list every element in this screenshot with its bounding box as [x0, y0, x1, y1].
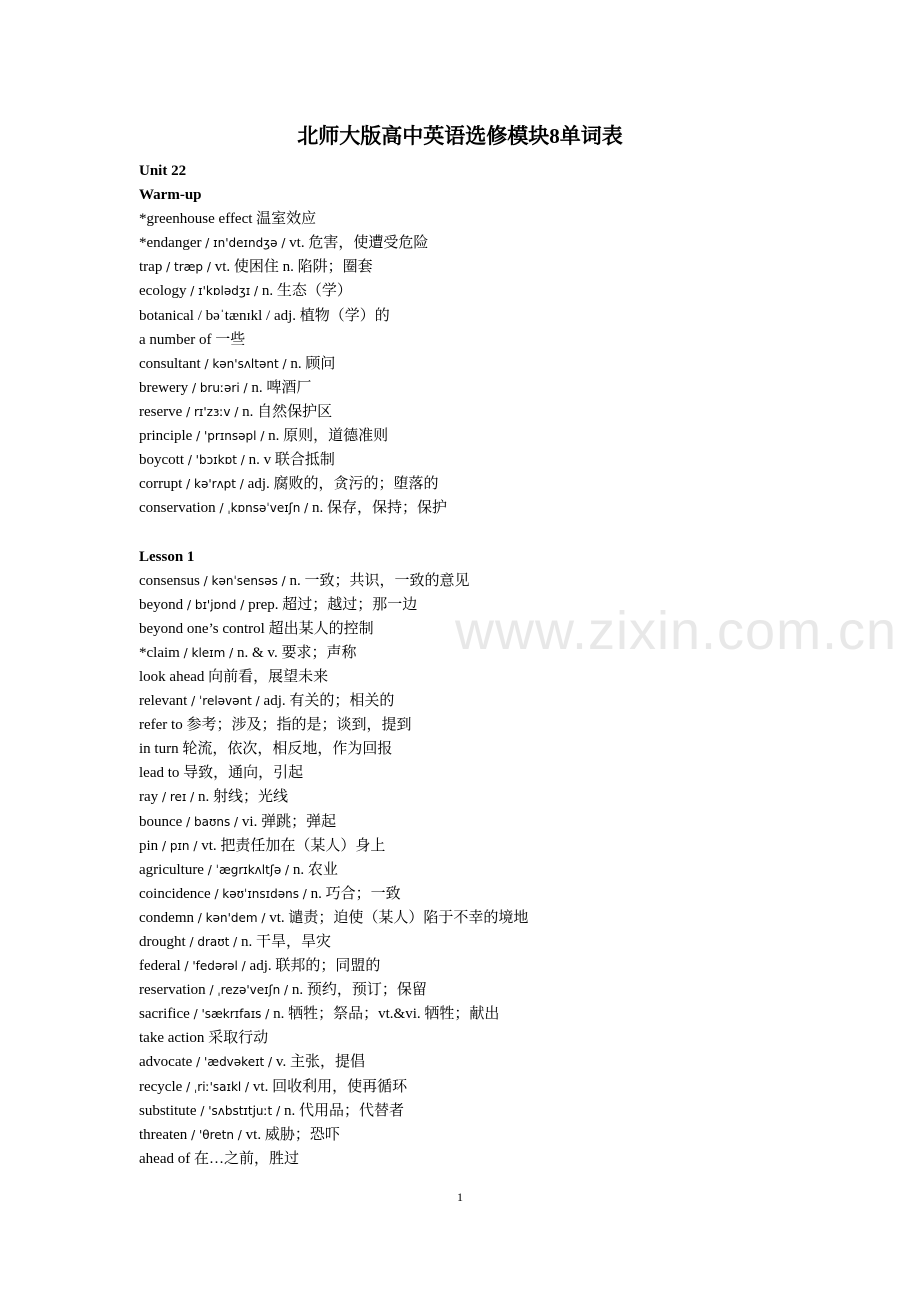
entry-word: brewery	[139, 379, 189, 396]
entry-word: threaten	[139, 1126, 188, 1143]
page-number: 1	[457, 1190, 463, 1204]
entry-definition: n. 代用品；代替者	[283, 1102, 404, 1119]
vocab-entry	[139, 1026, 859, 1050]
entry-definition: 采取行动	[204, 1030, 269, 1047]
entry-phonetic: / baʊns /	[182, 814, 242, 829]
entry-word: pin	[139, 837, 159, 854]
entry-word: drought	[139, 934, 186, 950]
vocab-entry	[139, 858, 859, 882]
entry-phonetic: / ˈreləvənt /	[187, 694, 264, 709]
entry-definition: n. 保存，保持；保护	[311, 500, 447, 517]
entry-phonetic: / 'prɪnsəpl /	[192, 429, 269, 444]
document-title: 北师大版高中英语选修模块8单词表	[297, 124, 623, 148]
vocab-entry	[139, 1050, 859, 1074]
vocabulary-list	[139, 159, 859, 1171]
vocab-entry	[139, 978, 859, 1002]
entry-word: in turn	[139, 741, 179, 758]
entry-phonetic: / 'sækrɪfaɪs /	[189, 1007, 274, 1022]
entry-phonetic: / kən'sʌltənt /	[200, 356, 291, 371]
entry-definition: prep. 超过；越过；那一边	[248, 596, 418, 613]
vocab-entry	[139, 352, 859, 376]
entry-word: a number of	[139, 331, 212, 348]
entry-definition: n. 射线；光线	[198, 789, 289, 806]
entry-definition: vt. 威胁；恐吓	[245, 1126, 340, 1143]
entry-word: corrupt	[139, 476, 183, 493]
entry-definition: 温室效应	[252, 211, 317, 228]
entry-word: boycott	[139, 452, 184, 469]
entry-word: bounce	[139, 813, 183, 830]
entry-definition: vt. 使困住 n. 陷阱；圈套	[214, 259, 373, 276]
entry-definition: adj. 腐败的，贪污的；堕落的	[247, 476, 439, 493]
watermark: www.zixin.com.cn	[455, 601, 898, 661]
entry-definition: n. 顾问	[290, 355, 336, 372]
entry-definition: n. 自然保护区	[242, 403, 333, 420]
entry-word: recycle	[139, 1078, 183, 1095]
entry-phonetic: / reɪ /	[158, 790, 199, 805]
vocab-entry	[139, 810, 859, 834]
entry-word: ray	[139, 789, 159, 806]
entry-word: consensus	[139, 572, 200, 589]
entry-phonetic: / kleɪm /	[179, 645, 237, 660]
entry-word: principle	[139, 428, 193, 445]
entry-definition: n. 巧合；一致	[310, 885, 401, 902]
entry-phonetic: / kənˈsensəs /	[199, 573, 290, 588]
entry-word: beyond	[139, 596, 184, 613]
entry-word: refer to	[139, 717, 183, 734]
vocab-entry	[139, 376, 859, 400]
vocab-entry	[139, 713, 859, 737]
entry-phonetic: / rɪ'zɜːv /	[182, 404, 243, 419]
entry-phonetic: / ˌkɒnsəˈveɪʃn /	[215, 501, 312, 516]
vocab-entry	[139, 304, 859, 328]
vocab-entry	[139, 569, 859, 593]
vocab-entry	[139, 665, 859, 689]
entry-definition: vt. 危害，使遭受危险	[289, 235, 429, 252]
vocab-entry	[139, 930, 859, 954]
vocab-entry	[139, 400, 859, 424]
entry-word: lead to	[139, 765, 180, 782]
entry-word: coincidence	[139, 885, 211, 902]
entry-phonetic: / bruːəri /	[188, 380, 252, 395]
entry-definition: n. 生态（学）	[261, 283, 352, 300]
entry-word: consultant	[139, 355, 201, 372]
entry-definition: n. & v. 要求；声称	[237, 644, 357, 661]
entry-phonetic: / ˌriː'saɪkl /	[182, 1079, 253, 1094]
entry-phonetic: / draʊt /	[185, 935, 242, 949]
entry-definition: 向前看，展望未来	[204, 668, 329, 685]
vocab-entry	[139, 617, 859, 641]
section-heading: Unit 22	[139, 163, 187, 179]
vocab-entry	[139, 279, 859, 303]
vocab-entry	[139, 1123, 859, 1147]
entry-definition: adj. 植物（学）的	[273, 307, 390, 324]
entry-word: take action	[139, 1030, 205, 1047]
vocab-entry	[139, 689, 859, 713]
entry-definition: 一些	[211, 331, 246, 348]
entry-word: look ahead	[139, 668, 205, 685]
vocab-entry	[139, 737, 859, 761]
entry-definition: adj. 有关的；相关的	[263, 693, 395, 710]
entry-definition: vt. 把责任加在（某人）身上	[201, 837, 386, 854]
entry-phonetic: / 'fedərəl /	[180, 959, 250, 974]
vocab-entry	[139, 593, 859, 617]
entry-phonetic: / træp /	[162, 260, 215, 275]
entry-phonetic: / ˌrezə'veɪʃn /	[205, 983, 292, 998]
vocab-entry	[139, 448, 859, 472]
entry-word: trap	[139, 259, 163, 276]
blank-line	[139, 520, 859, 544]
entry-phonetic: / ˈægrɪkʌltʃə /	[203, 862, 293, 877]
vocab-entry	[139, 231, 859, 255]
entry-word: federal	[139, 958, 181, 975]
entry-phonetic: / kən'dem /	[193, 910, 270, 925]
entry-definition: n. 一致；共识，一致的意见	[289, 572, 470, 589]
entry-word: beyond one’s control	[139, 620, 265, 637]
entry-definition: vt. 谴责；迫使（某人）陷于不幸的境地	[269, 909, 529, 926]
entry-word: relevant	[139, 693, 188, 710]
entry-definition: 在…之前，胜过	[190, 1150, 299, 1167]
entry-word: *claim	[139, 644, 180, 661]
entry-definition: 导致，通向，引起	[179, 765, 304, 782]
entry-phonetic: / kə'rʌpt /	[182, 477, 248, 492]
entry-definition: 超出某人的控制	[264, 620, 374, 637]
vocab-entry	[139, 641, 859, 665]
entry-phonetic: / 'θretn /	[187, 1127, 246, 1142]
vocab-entry	[139, 834, 859, 858]
entry-phonetic: / 'ædvəkeɪt /	[192, 1055, 276, 1070]
entry-word: reservation	[139, 982, 206, 999]
entry-definition: adj. 联邦的；同盟的	[249, 958, 381, 975]
vocab-entry	[139, 1075, 859, 1099]
entry-word: sacrifice	[139, 1006, 190, 1023]
entry-phonetic: / pɪn /	[158, 838, 202, 853]
vocab-entry	[139, 328, 859, 352]
vocab-entry	[139, 1099, 859, 1123]
entry-word: agriculture	[139, 861, 204, 878]
entry-definition: n. 预约，预订；保留	[291, 982, 427, 999]
entry-word: *endanger	[139, 235, 202, 252]
entry-word: conservation	[139, 500, 216, 517]
entry-word: ecology	[139, 283, 187, 300]
entry-word: advocate	[139, 1054, 193, 1071]
entry-definition: n. v 联合抵制	[248, 452, 335, 469]
vocab-entry	[139, 906, 859, 930]
entry-word: botanical / bəˈtænɪkl /	[139, 307, 274, 324]
vocab-entry	[139, 1147, 859, 1171]
vocab-entry	[139, 882, 859, 906]
vocab-entry	[139, 761, 859, 785]
entry-phonetic: / ɪ'kɒlədʒɪ /	[186, 284, 262, 299]
section-heading: Warm-up	[139, 187, 202, 204]
entry-definition: 轮流，依次，相反地，作为回报	[178, 741, 393, 758]
entry-word: condemn	[139, 909, 194, 926]
vocab-entry	[139, 785, 859, 809]
entry-definition: vt. 回收利用，使再循环	[252, 1078, 408, 1095]
entry-word: *greenhouse effect	[139, 211, 253, 228]
vocab-entry	[139, 496, 859, 520]
entry-definition: v. 主张，提倡	[275, 1054, 365, 1071]
vocab-entry	[139, 207, 859, 231]
entry-phonetic: / ɪn'deɪndʒə /	[201, 236, 290, 251]
vocab-entry	[139, 472, 859, 496]
vocab-entry	[139, 1002, 859, 1026]
entry-phonetic: / kəʊˈɪnsɪdəns /	[210, 886, 311, 901]
entry-phonetic: / 'bɔɪkɒt /	[184, 453, 249, 468]
entry-word: reserve	[139, 403, 183, 420]
entry-word: substitute	[139, 1102, 197, 1119]
entry-definition: n. 牺牲；祭品；vt.&vi. 牺牲；献出	[273, 1006, 500, 1023]
entry-definition: n. 原则，道德准则	[268, 428, 389, 445]
vocab-entry	[139, 255, 859, 279]
entry-phonetic: / 'sʌbstɪtjuːt /	[196, 1103, 284, 1118]
section-heading: Lesson 1	[139, 548, 195, 565]
entry-phonetic: / bɪ'jɒnd /	[183, 597, 249, 612]
entry-definition: n. 农业	[292, 861, 338, 878]
entry-definition: 参考；涉及；指的是；谈到，提到	[182, 717, 412, 734]
entry-word: ahead of	[139, 1150, 191, 1167]
vocab-entry	[139, 954, 859, 978]
entry-definition: vi. 弹跳；弹起	[241, 813, 337, 830]
entry-definition: n. 啤酒厂	[251, 379, 312, 396]
vocab-entry	[139, 424, 859, 448]
entry-definition: n. 干旱，旱灾	[241, 934, 332, 950]
